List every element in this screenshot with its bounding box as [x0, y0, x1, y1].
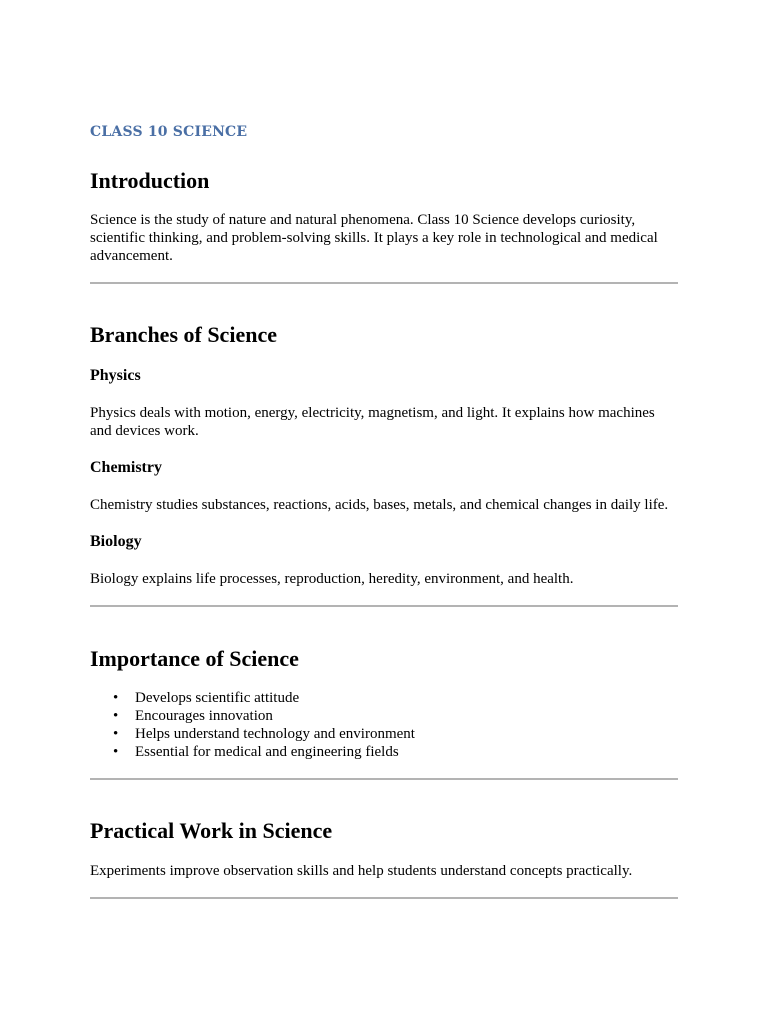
branches-heading: Branches of Science	[90, 322, 277, 347]
section-divider	[90, 778, 678, 780]
list-item-text: Develops scientific attitude	[135, 690, 300, 706]
importance-heading: Importance of Science	[90, 646, 299, 671]
section-divider	[90, 605, 678, 607]
importance-list	[90, 689, 415, 761]
list-item	[90, 707, 415, 725]
introduction-text: Science is the study of nature and natural phenomena. Class 10 Science develops curiosity, scientific thinking, and problem-solving skills. It plays a key role in technological and medical advancement.	[90, 212, 658, 264]
bullet-icon: •	[113, 744, 119, 760]
list-item	[90, 725, 415, 743]
section-divider	[90, 897, 678, 899]
bullet-icon: •	[113, 690, 119, 706]
biology-heading: Biology	[90, 533, 142, 550]
introduction-heading: Introduction	[90, 168, 210, 193]
practical-text: Experiments improve observation skills and help students understand concepts practically.	[90, 863, 633, 879]
section-divider	[90, 282, 678, 284]
biology-text: Biology explains life processes, reproduction, heredity, environment, and health.	[90, 571, 574, 587]
list-item-text: Encourages innovation	[135, 708, 273, 724]
chemistry-text: Chemistry studies substances, reactions, acids, bases, metals, and chemical changes in daily life.	[90, 497, 669, 513]
list-item	[90, 743, 415, 761]
physics-heading: Physics	[90, 367, 141, 384]
bullet-icon: •	[113, 708, 119, 724]
list-item	[90, 689, 415, 707]
physics-text: Physics deals with motion, energy, electricity, magnetism, and light. It explains how machines and devices work.	[90, 405, 655, 439]
document-title: CLASS 10 SCIENCE	[90, 124, 248, 140]
chemistry-heading: Chemistry	[90, 459, 162, 476]
practical-heading: Practical Work in Science	[90, 818, 333, 843]
list-item-text: Helps understand technology and environment	[135, 726, 415, 742]
bullet-icon: •	[113, 726, 119, 742]
list-item-text: Essential for medical and engineering fields	[135, 744, 399, 760]
